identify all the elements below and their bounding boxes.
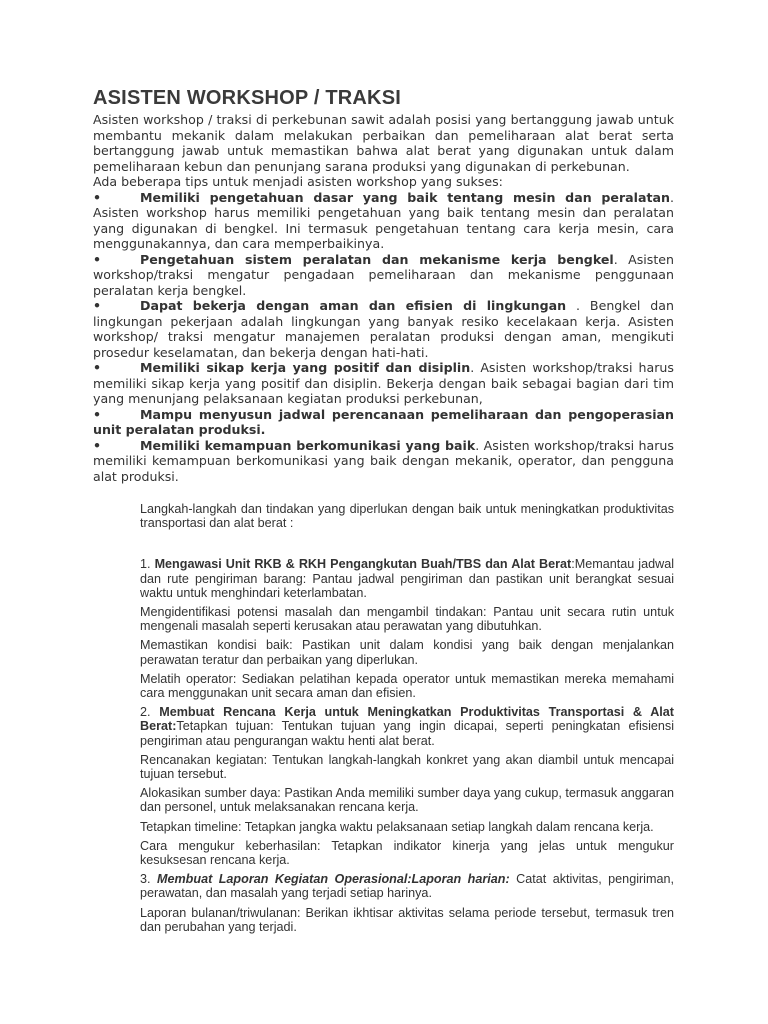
upper-section bbox=[93, 86, 674, 484]
tip-body: . Bengkel dan lingkungan pekerjaan adalah lingkungan yang banyak resiko kecelakaan kerja. Asisten workshop/ traksi mengatur manajemen peralatan produksi dengan aman, mengikuti prosedur keselamatan, dan bekerja dengan hati-hati. bbox=[93, 298, 674, 360]
tip-heading: Memiliki sikap kerja yang positif dan disiplin bbox=[140, 360, 471, 375]
tip-body: . Asisten workshop/traksi mengatur pengadaan pemeliharaan dan mekanisme penggunaan peralatan kerja bengkel. bbox=[93, 251, 674, 298]
tip-heading: Pengetahuan sistem peralatan dan mekanisme kerja bengkel bbox=[140, 251, 614, 267]
bullet-icon: • bbox=[93, 406, 102, 422]
step-number: 2. bbox=[140, 705, 160, 720]
bullet-icon: • bbox=[93, 189, 102, 205]
step-text: :Memantau jadwal dan rute pengiriman barang: Pantau jadwal pengiriman dan pastikan unit berangkat sesuai waktu untuk menghindari keterlambatan. bbox=[140, 557, 674, 600]
step-2 bbox=[140, 705, 674, 748]
intro-paragraph: Asisten workshop / traksi di perkebunan sawit adalah posisi yang bertanggung jawab untuk membantu mekanik dalam melakukan perbaikan dan pemeliharaan alat berat serta bertanggung jawab untuk memastikan bahwa alat berat yang digunakan untuk dalam pemeliharaan kebun dan penunjang sarana produksi yang digunakan di perkebunan. bbox=[93, 112, 674, 174]
tip-item bbox=[93, 360, 674, 407]
tip-heading: Memiliki pengetahuan dasar yang baik tentang mesin dan peralatan bbox=[140, 189, 670, 205]
tip-item bbox=[93, 438, 674, 485]
bullet-icon: • bbox=[93, 298, 102, 313]
step-1 bbox=[140, 557, 674, 600]
tip-heading: Dapat bekerja dengan aman dan efisien di lingkungan bbox=[140, 298, 567, 313]
step-3-item: Laporan bulanan/triwulanan: Berikan ikhtisar aktivitas selama periode tersebut, termasuk tren dan perubahan yang terjadi. bbox=[140, 905, 674, 934]
tip-item bbox=[93, 298, 674, 360]
tip-heading: Mampu menyusun jadwal perencanaan pemeliharaan dan pengoperasian unit peralatan produksi. bbox=[93, 406, 674, 437]
steps-intro: Langkah-langkah dan tindakan yang diperlukan dengan baik untuk meningkatkan produktivitas transportasi dan alat berat : bbox=[140, 502, 674, 531]
tip-body: . Asisten workshop/traksi harus memiliki kemampuan berkomunikasi yang baik dengan mekanik, operator, dan pengguna alat produksi. bbox=[93, 437, 674, 484]
step-1-item: Melatih operator: Sediakan pelatihan kepada operator untuk memastikan mereka memahami cara menggunakan unit secara aman dan efisien. bbox=[140, 671, 674, 701]
step-2-item: Tetapkan timeline: Tetapkan jangka waktu pelaksanaan setiap langkah dalam rencana kerja. bbox=[140, 819, 654, 834]
tip-item bbox=[93, 252, 674, 299]
step-number: 1. bbox=[140, 557, 155, 572]
step-text: Tetapkan tujuan: Tentukan tujuan yang ingin dicapai, seperti peningkatan efisiensi pengiriman atau pengurangan waktu henti alat berat. bbox=[140, 719, 674, 748]
step-heading: Mengawasi Unit RKB & RKH Pengangkutan Buah/TBS dan Alat Berat bbox=[154, 557, 572, 572]
tips-lead: Ada beberapa tips untuk menjadi asisten workshop yang sukses: bbox=[93, 174, 503, 189]
step-heading: Membuat Rencana Kerja untuk Meningkatkan Produktivitas Transportasi & Alat Berat: bbox=[140, 705, 674, 734]
bullet-icon: • bbox=[93, 360, 102, 375]
tip-heading: Memiliki kemampuan berkomunikasi yang baik bbox=[140, 437, 476, 453]
step-number: 3. bbox=[140, 872, 157, 887]
step-1-item: Mengidentifikasi potensi masalah dan mengambil tindakan: Pantau unit secara rutin untuk mengenali masalah seperti kerusakan atau perawatan yang dibutuhkan. bbox=[140, 605, 674, 634]
step-heading: Membuat Laporan Kegiatan Operasional:Laporan harian: bbox=[156, 872, 510, 887]
steps-section bbox=[140, 502, 674, 939]
page-title: ASISTEN WORKSHOP / TRAKSI bbox=[93, 87, 401, 109]
tip-item bbox=[93, 407, 674, 438]
step-2-item: Alokasikan sumber daya: Pastikan Anda memiliki sumber daya yang cukup, termasuk anggaran dan personel, untuk melaksanakan rencana kerja. bbox=[140, 786, 674, 815]
tip-body: . Asisten workshop harus memiliki pengetahuan yang baik tentang mesin dan peralatan yang digunakan di bengkel. Ini termasuk pengetahuan tentang cara kerja mesin, cara menggunakannya, dan cara memperbaikinya. bbox=[93, 189, 674, 251]
step-2-item: Rencanakan kegiatan: Tentukan langkah-langkah konkret yang akan diambil untuk mencapai tujuan tersebut. bbox=[140, 752, 674, 782]
step-1-item: Memastikan kondisi baik: Pastikan unit dalam kondisi yang baik dengan menjalankan perawatan teratur dan perbaikan yang diperlukan. bbox=[140, 638, 674, 667]
tip-body: . Asisten workshop/traksi harus memiliki sikap kerja yang positif dan disiplin. Bekerja dengan baik sebagai bagian dari tim yang menunjang pelaksanaan kegiatan produksi perkebunan, bbox=[93, 360, 674, 406]
tip-item bbox=[93, 190, 674, 252]
step-2-item: Cara mengukur keberhasilan: Tetapkan indikator kinerja yang jelas untuk mengukur kesuksesan rencana kerja. bbox=[140, 838, 674, 868]
bullet-icon: • bbox=[93, 437, 102, 453]
step-3 bbox=[140, 872, 674, 900]
step-text: Catat aktivitas, pengiriman, perawatan, dan masalah yang terjadi setiap harinya. bbox=[140, 872, 674, 901]
bullet-icon: • bbox=[93, 251, 102, 267]
